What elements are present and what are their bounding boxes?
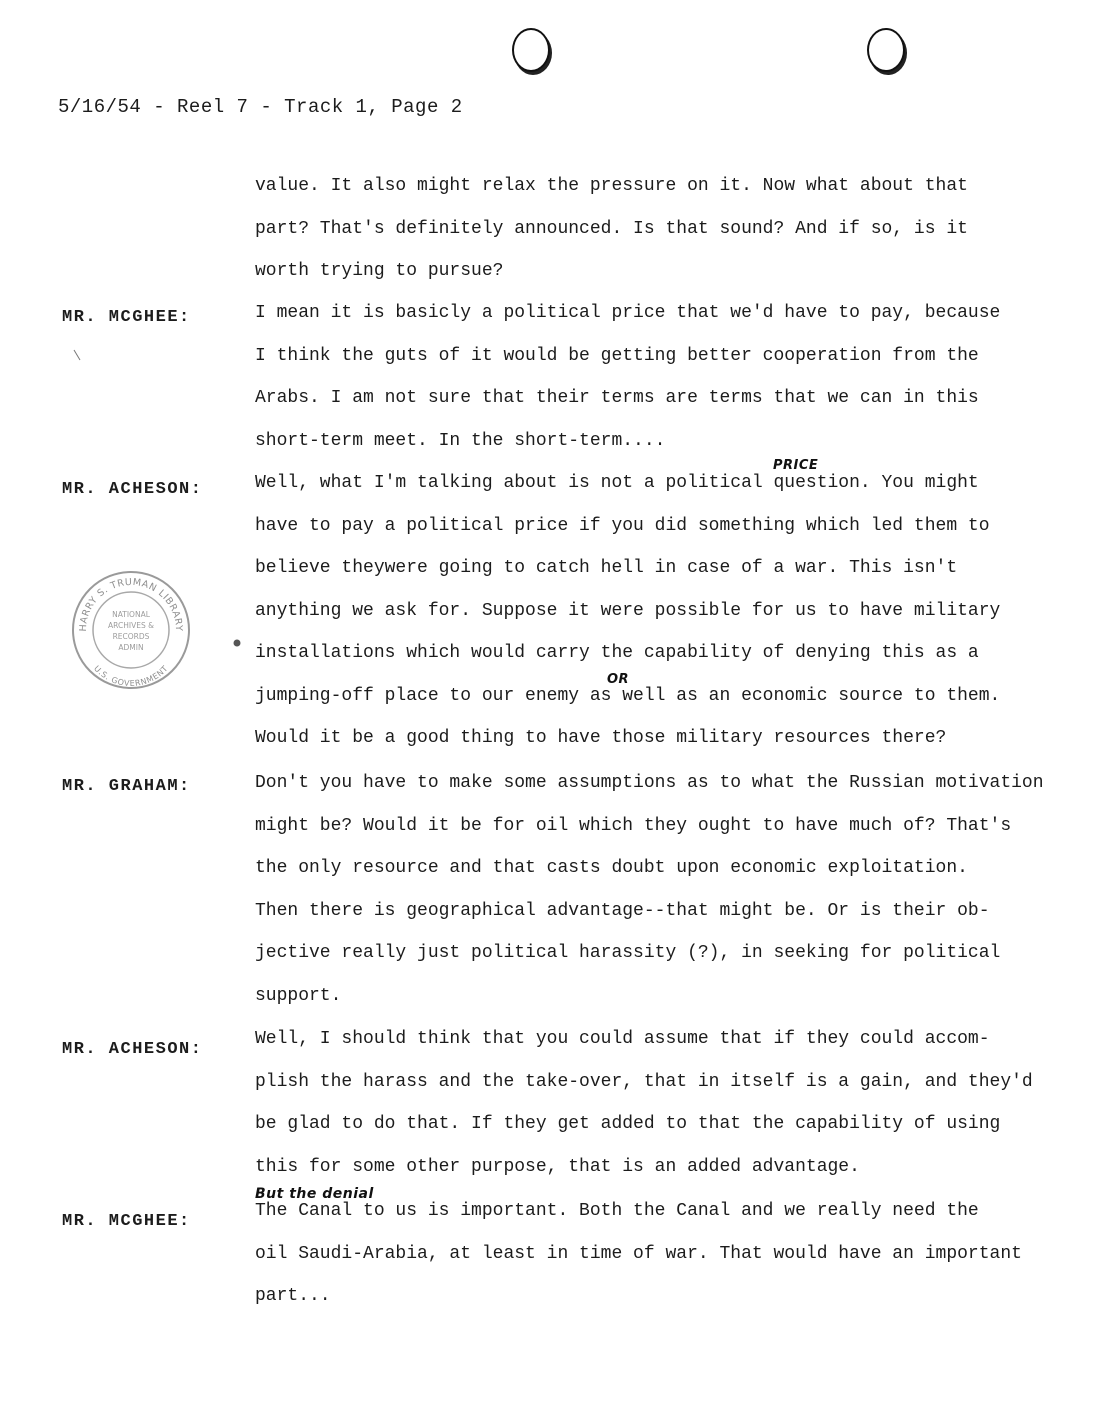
stamp-center-line: ARCHIVES & xyxy=(108,621,154,630)
stamp-center-line: ADMIN xyxy=(118,643,144,652)
text-line: Would it be a good thing to have those military resources there? xyxy=(255,728,947,748)
text-line: Don't you have to make some assumptions as to what the Russian motivation xyxy=(255,773,1044,793)
text-line: anything we ask for. Suppose it were possible for us to have military xyxy=(255,600,1001,621)
paragraph-mcghee-1 xyxy=(255,292,1045,462)
text-line: believe theywere going to catch hell in case of a war. This isn't xyxy=(255,558,958,578)
paragraph-acheson-1 xyxy=(255,462,1045,760)
speaker-label: MR. MCGHEE: xyxy=(62,308,191,327)
text-line: plish the harass and the take-over, that in itself is a gain, and they'd xyxy=(255,1071,1033,1092)
text-line: be glad to do that. If they get added to that the capability of using xyxy=(255,1114,1001,1134)
speaker-label: MR. ACHESON: xyxy=(62,1040,203,1059)
stamp-center-line: NATIONAL xyxy=(112,610,150,619)
text-line: installations which would carry the capability of denying this as a xyxy=(255,643,979,663)
text-line: value. It also might relax the pressure on it. Now what about that xyxy=(255,176,968,196)
text-line: worth trying to pursue? xyxy=(255,261,504,281)
text-line: have to pay a political price if you did something which led them to xyxy=(255,515,990,536)
text-line: Then there is geographical advantage--that might be. Or is their ob- xyxy=(255,900,990,921)
speaker-label: MR. MCGHEE: xyxy=(62,1212,191,1231)
handwritten-price: PRICE xyxy=(773,458,819,473)
text-line: jective really just political harassity (?), in seeking for political xyxy=(255,943,1001,963)
text-line: jumping-off place to our enemy as well as an economic source to them. xyxy=(255,685,1001,706)
text-line: might be? Would it be for oil which they ought to have much of? That's xyxy=(255,815,1012,836)
archive-stamp xyxy=(68,567,194,693)
stamp-top-text: HARRY S. TRUMAN LIBRARY xyxy=(77,576,185,632)
text-line: part... xyxy=(255,1286,331,1306)
text-line: I think the guts of it would be getting better cooperation from the xyxy=(255,345,979,366)
scan-dot xyxy=(231,637,243,649)
text-line: oil Saudi-Arabia, at least in time of war. That would have an important xyxy=(255,1243,1022,1264)
text-line: part? That's definitely announced. Is that sound? And if so, is it xyxy=(255,218,968,239)
paragraph-continuation xyxy=(255,165,1045,293)
text-line: The Canal to us is important. Both the Canal and we really need the xyxy=(255,1201,979,1221)
paragraph-mcghee-2 xyxy=(255,1190,1045,1318)
text-line: this for some other purpose, that is an added advantage. xyxy=(255,1156,860,1177)
text-line: Arabs. I am not sure that their terms are terms that we can in this xyxy=(255,388,979,408)
page-header: 5/16/54 - Reel 7 - Track 1, Page 2 xyxy=(58,96,463,118)
paragraph-acheson-2 xyxy=(255,1018,1045,1188)
text-line: support. xyxy=(255,985,342,1006)
text-line: I mean it is basicly a political price that we'd have to pay, because xyxy=(255,303,1001,323)
stamp-center-line: RECORDS xyxy=(112,632,150,641)
speaker-label: MR. ACHESON: xyxy=(62,480,203,499)
handwritten-denial: But the denial xyxy=(255,1186,374,1202)
text-line: short-term meet. In the short-term.... xyxy=(255,430,666,451)
stamp-bottom-text: U.S. GOVERNMENT xyxy=(92,663,170,689)
handwritten-or: OR xyxy=(607,672,630,687)
text-line: Well, I should think that you could assume that if they could accom- xyxy=(255,1029,990,1049)
scan-mark xyxy=(72,348,84,364)
text-line: the only resource and that casts doubt upon economic exploitation. xyxy=(255,858,968,878)
paragraph-graham xyxy=(255,762,1045,1017)
text-line: Well, what I'm talking about is not a political question. You might xyxy=(255,473,979,493)
speaker-label: MR. GRAHAM: xyxy=(62,777,191,796)
punch-hole-right xyxy=(867,28,905,72)
punch-hole-left xyxy=(512,28,550,72)
